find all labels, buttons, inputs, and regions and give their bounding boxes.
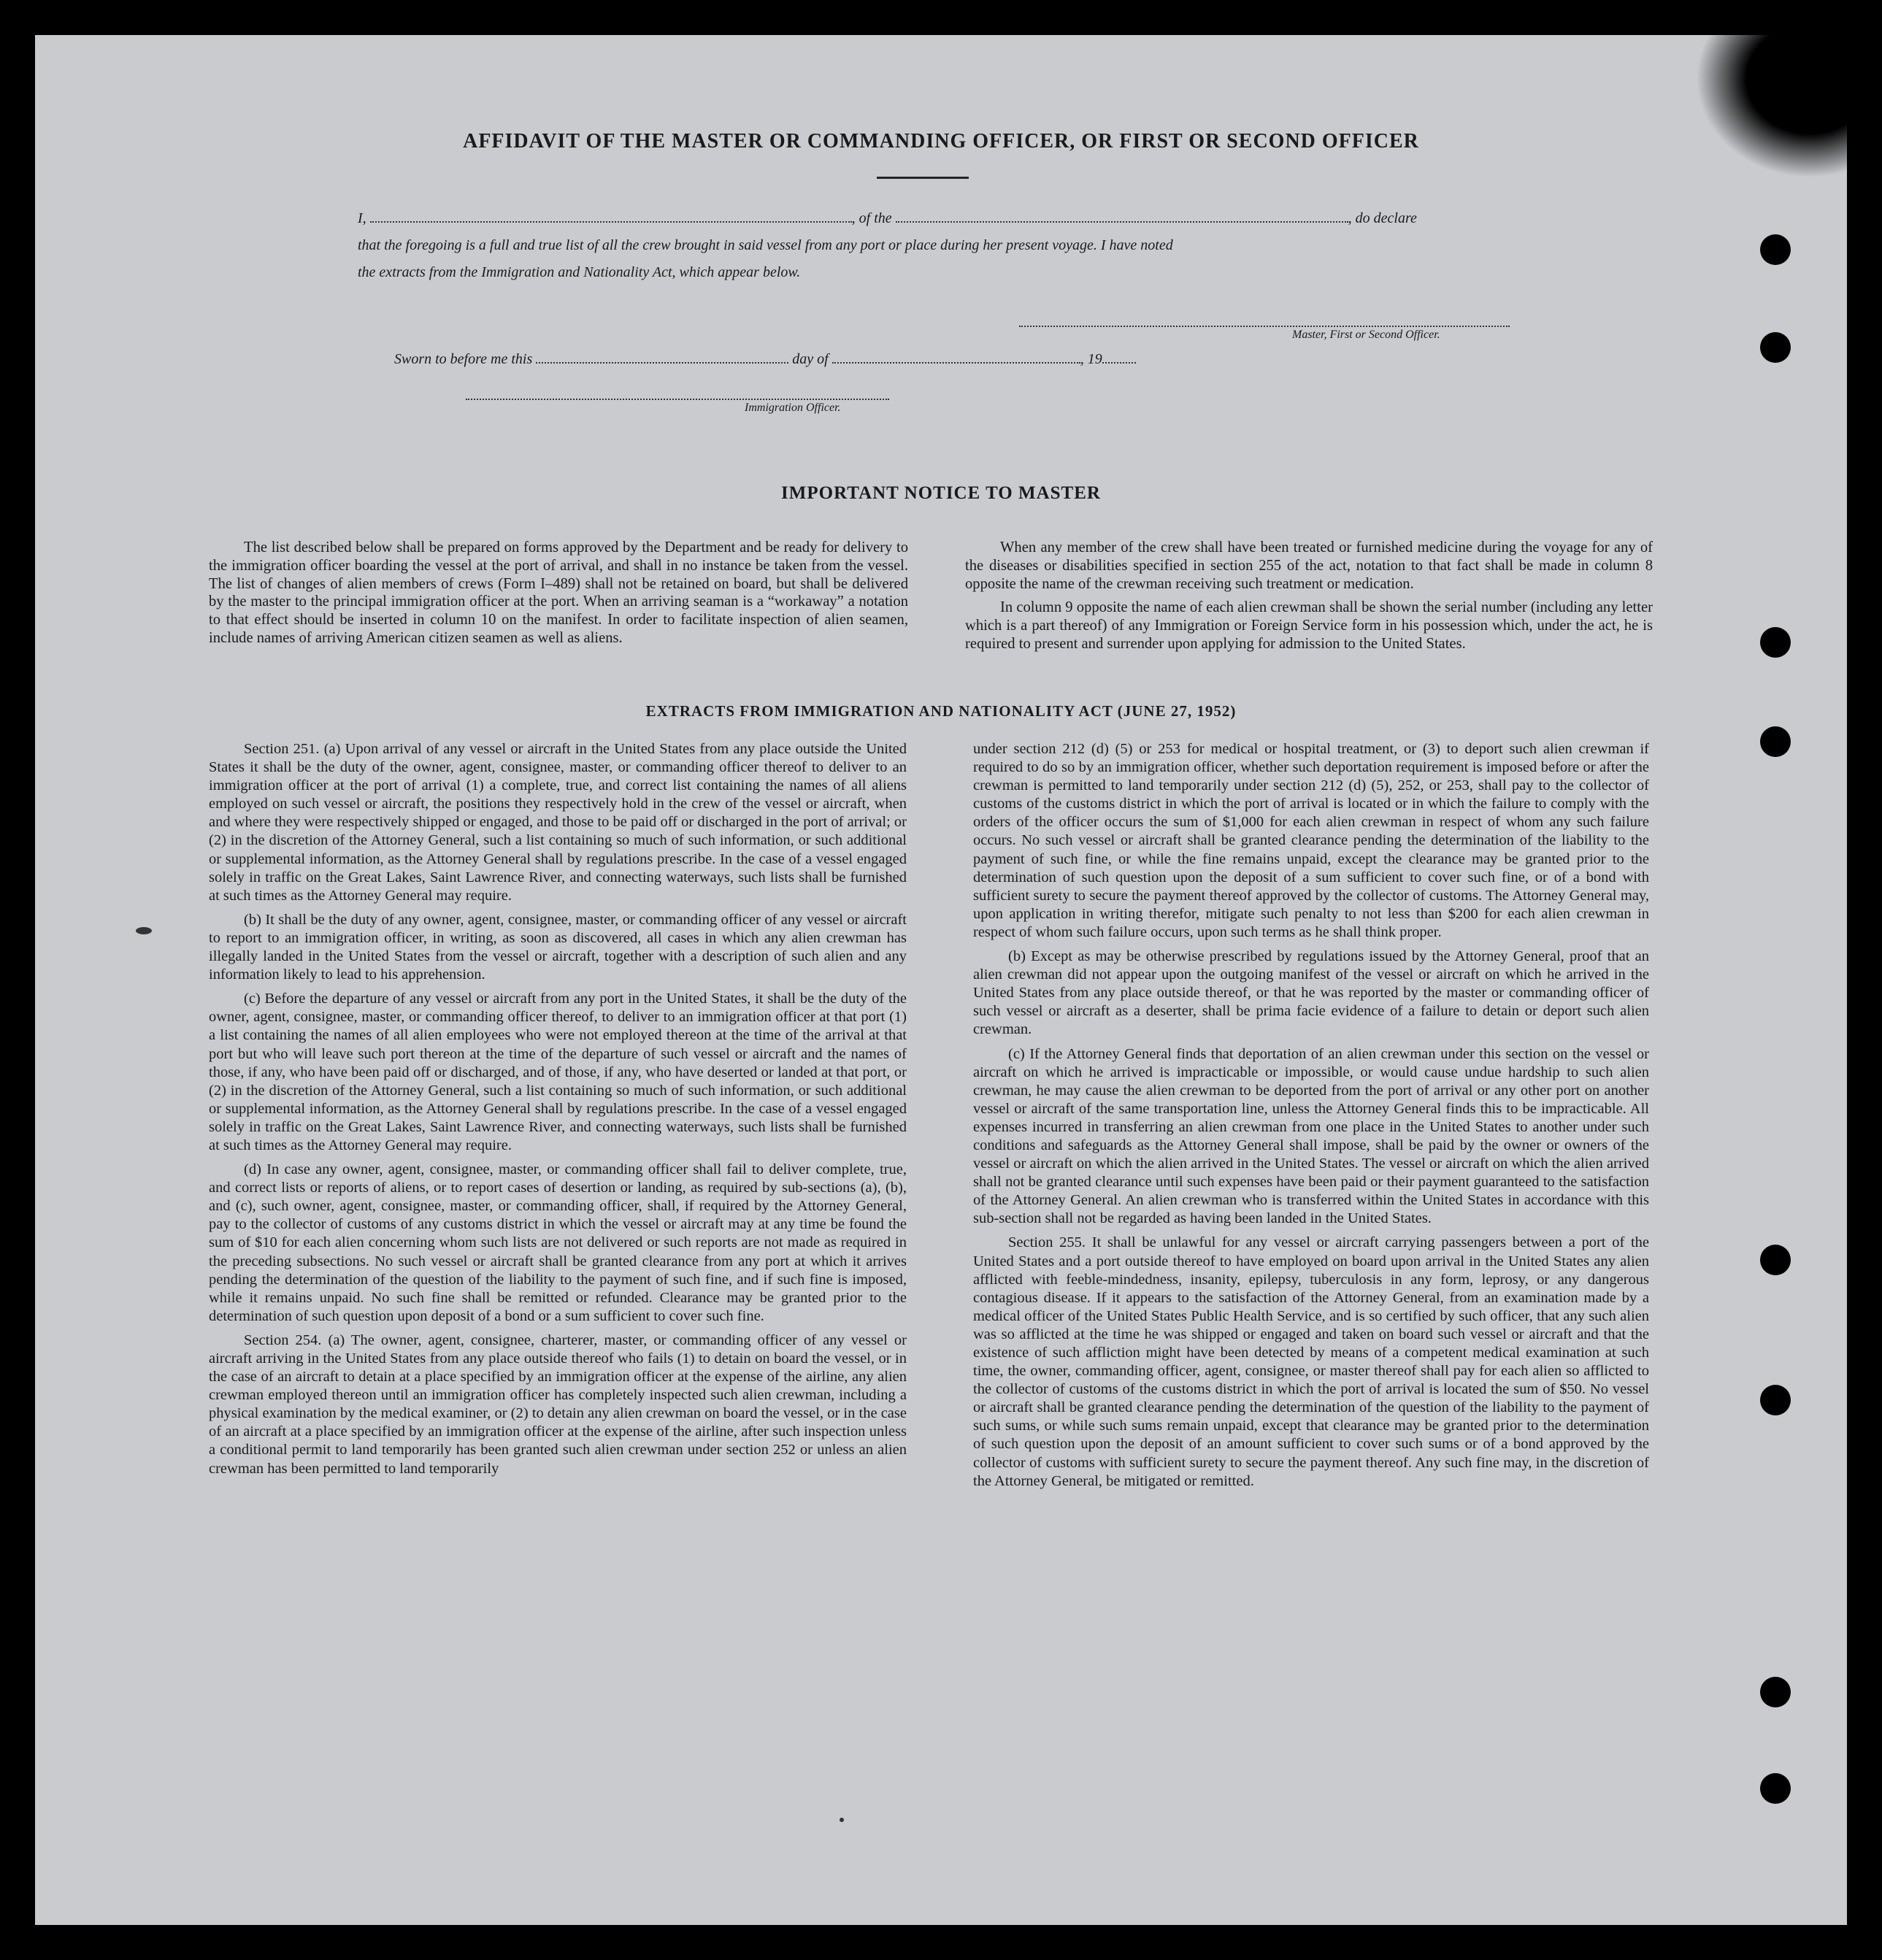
punch-hole <box>1760 627 1791 658</box>
sworn-text: Sworn to before me this <box>394 351 533 367</box>
punch-hole <box>1760 332 1791 363</box>
sworn-month-field[interactable] <box>832 352 1080 364</box>
of-the-text: , of the <box>851 210 892 226</box>
master-signature-line[interactable] <box>1019 326 1510 327</box>
statement-line-1: that the foregoing is a full and true list of all the crew brought in said vessel from any port or place during her present voyage. I have noted <box>358 237 1173 253</box>
master-signature-label: Master, First or Second Officer. <box>1292 328 1440 341</box>
ink-speck <box>840 1818 844 1822</box>
notice-right-column <box>965 539 1653 653</box>
declarant-name-field[interactable] <box>370 211 852 223</box>
section-254-b: (b) Except as may be otherwise prescribed by regulations issued by the Attorney General, proof that an alien crewman did not appear upon the outgoing manifest of the vessel or aircraft on which he arrived in the United States from any place outside thereof, or that he was reported by the master or commanding officer of such vessel or aircraft as a deserter, shall be prima facie evidence of a failure to detain or deport such alien crewman. <box>973 948 1649 1038</box>
notice-title: IMPORTANT NOTICE TO MASTER <box>781 483 1101 503</box>
do-declare-text: , do declare <box>1348 210 1417 226</box>
extracts-left-column <box>209 740 907 1484</box>
notice-paragraph: In column 9 opposite the name of each alien crewman shall be shown the serial number (including any letter which is a part thereof) of any Immigration or Foreign Service form in his possession which, under the act, he is required to present and surrender upon applying for admission to the United States. <box>965 599 1653 652</box>
day-of-text: day of <box>792 351 829 367</box>
burned-corner <box>1692 35 1847 181</box>
affidavit-title: AFFIDAVIT OF THE MASTER OR COMMANDING OFFICER, OR FIRST OR SECOND OFFICER <box>463 130 1419 153</box>
section-251-d: (d) In case any owner, agent, consignee, master, or commanding officer shall fail to deliver complete, true, and correct lists or reports of aliens, or to report cases of desertion or landing, as required by sub-sections (a), (b), and (c), such owner, agent, consignee, master, or commanding officer, shall, if required by the Attorney General, pay to the collector of customs of any customs district in which the vessel or aircraft may at any time be found the sum of $10 for each alien concerning whom such lists are not delivered or such reports are not made as required in the preceding subsections. No such vessel or aircraft shall be granted clearance from any port at which it arrives pending the determination of the question of the liability to the payment of such fine, and if such fine is imposed, while it remains unpaid. No such fine shall be remitted or refunded. Clearance may be granted prior to the determination of such question upon deposit of a bond or a sum sufficient to cover such fine. <box>209 1161 907 1324</box>
section-251-b: (b) It shall be the duty of any owner, agent, consignee, master, or commanding officer of any vessel or aircraft to report to an immigration officer, in writing, as soon as discovered, all cases in which any alien crewman has illegally landed in the United States from the vessel or aircraft, together with a description of such alien and any information likely to lead to his apprehension. <box>209 911 907 983</box>
section-251-a: Section 251. (a) Upon arrival of any vessel or aircraft in the United States from any place outside the United States it shall be the duty of the owner, agent, consignee, master, or commanding officer thereof to deliver to an immigration officer at the port of arrival (1) a complete, true, and correct list containing the names of all aliens employed on such vessel or aircraft, the positions they respectively hold in the crew of the vessel or aircraft, when and where they were respectively shipped or engaged, and those to be paid off or discharged in the port of arrival; or (2) in the discretion of the Attorney General, such a list containing so much of such information, or such additional or supplemental information, as the Attorney General shall by regulations prescribe. In the case of a vessel engaged solely in traffic on the Great Lakes, Saint Lawrence River, and connecting waterways, such lists shall be furnished at such times as the Attorney General may require. <box>209 741 907 904</box>
punch-hole <box>1760 1245 1791 1275</box>
section-251-c: (c) Before the departure of any vessel or aircraft from any port in the United States, it shall be the duty of the owner, agent, consignee, master, or commanding officer thereof, to deliver to an immigration officer at that port (1) a list containing the names of all alien employees who were not employed thereon at the time of the arrival at that port but who will leave such port thereon at the time of the departure of such vessel or aircraft and the names of those, if any, who have been paid off or discharged, and of those, if any, who have deserted or landed at that port, or (2) in the discretion of the Attorney General, such a list containing so much of such information, or such additional or supplemental information, as the Attorney General shall by regulations prescribe. In the case of a vessel engaged solely in traffic on the Great Lakes, Saint Lawrence River, and connecting waterways, such lists shall be furnished at such times as the Attorney General may require. <box>209 991 907 1153</box>
ink-speck <box>136 927 152 934</box>
document-page <box>35 35 1847 1925</box>
declarant-pronoun: I, <box>358 210 366 226</box>
section-254-a-continued: under section 212 (d) (5) or 253 for medical or hospital treatment, or (3) to deport such alien crewman if required to do so by an immigration officer, whether such deportation requirement is imposed before or after the crewman is permitted to land temporarily under section 212 (d) (5), 252, or 253, shall pay to the collector of customs of the customs district in which the port of arrival is located or in which the failure to comply with the orders of the officer occurs the sum of $1,000 for each alien crewman in respect of whom any such failure occurs. No such vessel or aircraft shall be granted clearance pending the determination of the liability to the payment of such fine, or while the fine remains unpaid, except the clearance may be granted prior to the determination of such question upon the deposit of a sum sufficient to cover such fine, or of a bond with sufficient surety to secure the payment thereof approved by the collector of customs. The Attorney General may, upon application in writing therefor, mitigate such penalty to not less than $200 for each alien crewman in respect of whom such failure occurs, upon such terms as he shall think proper. <box>973 741 1649 940</box>
extracts-title: EXTRACTS FROM IMMIGRATION AND NATIONALITY ACT (JUNE 27, 1952) <box>645 702 1237 720</box>
sworn-year-field[interactable] <box>1102 352 1136 364</box>
punch-hole <box>1760 1385 1791 1415</box>
section-254-c: (c) If the Attorney General finds that deportation of an alien crewman under this section on the vessel or aircraft on which he arrived is impracticable or impossible, or would cause undue hardship to such alien crewman, he may cause the alien crewman to be deported from the port of arrival or any other port on another vessel or aircraft of the same transportation line, unless the Attorney General finds this to be impracticable. All expenses incurred in transferring an alien crewman from one place in the United States to another under such conditions and safeguards as the Attorney General shall impose, shall be paid by the owner or owners of the vessel or aircraft on which the alien arrived in the United States. The vessel or aircraft on which the alien arrived shall not be granted clearance until such expenses have been paid or their payment guaranteed to the satisfaction of the Attorney General. An alien crewman who is transferred within the United States in accordance with this sub-section shall not be regarded as having been landed in the United States. <box>973 1045 1649 1227</box>
punch-hole <box>1760 1773 1791 1804</box>
year-prefix-text: , 19 <box>1080 351 1102 367</box>
declaration-line <box>358 205 1417 231</box>
officer-signature-label: Immigration Officer. <box>745 401 841 414</box>
title-rule <box>877 177 969 179</box>
sworn-line <box>394 346 1136 372</box>
extracts-right-column <box>973 740 1649 1496</box>
punch-hole <box>1760 1677 1791 1707</box>
officer-signature-line[interactable] <box>466 399 889 400</box>
section-255: Section 255. It shall be unlawful for any vessel or aircraft carrying passengers between a port of the United States and a port outside thereof to have employed on board upon arrival in the United States any alien afflicted with feeble-mindedness, insanity, epilepsy, tuberculosis in any form, leprosy, or any dangerous contagious disease. If it appears to the satisfaction of the Attorney General, from an examination made by a medical officer of the United States Public Health Service, and is so certified by such officer, that any such alien was so afflicted at the time he was shipped or engaged and taken on board such vessel or aircraft and that the existence of such affliction might have been detected by means of a competent medical examination at such time, the owner, commanding officer, agent, consignee, or master thereof shall pay for each alien so afflicted to the collector of customs of the customs district in which the port of arrival is located the sum of $50. No vessel or aircraft shall be granted clearance pending the determination of the question of the liability to the payment of such sums, or while such sums remain unpaid, except that clearance may be granted prior to the determination of such question upon the deposit of an amount sufficient to cover such sums or of a bond approved by the collector of customs with sufficient surety to secure the payment thereof. Any such fine may, in the discretion of the Attorney General, be mitigated or remitted. <box>973 1234 1649 1489</box>
punch-hole <box>1760 726 1791 757</box>
notice-paragraph: The list described below shall be prepared on forms approved by the Department and be ready for delivery to the immigration officer boarding the vessel at the port of arrival, and shall in no instance be taken from the vessel. The list of changes of alien members of crews (Form I–489) shall not be retained on board, but shall be delivered by the master to the principal immigration officer at the port. When an arriving seaman is a “workaway” a notation to that effect should be inserted in column 10 on the manifest. In order to facilitate inspection of alien seamen, include names of arriving American citizen seamen as well as aliens. <box>209 539 908 646</box>
sworn-day-field[interactable] <box>536 352 788 364</box>
section-254-a: Section 254. (a) The owner, agent, consignee, charterer, master, or commanding officer of any vessel or aircraft arriving in the United States from any place outside thereof who fails (1) to detain on board the vessel, or in the case of an aircraft to detain at a place specified by an immigration officer at the expense of the airline, any alien crewman employed thereon until an immigration officer has completely inspected such alien crewman, including a physical examination by the medical examiner, or (2) to detain any alien crewman on board the vessel, or in the case of an aircraft at a place specified by an immigration officer at the expense of the airline, after such inspection unless a conditional permit to land temporarily has been granted such alien crewman under section 252 or unless an alien crewman has been permitted to land temporarily <box>209 1331 907 1477</box>
punch-hole <box>1760 234 1791 265</box>
notice-paragraph: When any member of the crew shall have been treated or furnished medicine during the voyage for any of the diseases or disabilities specified in section 255 of the act, notation to that fact shall be made in column 8 opposite the name of the crewman receiving such treatment or medication. <box>965 539 1653 592</box>
vessel-name-field[interactable] <box>896 211 1348 223</box>
statement-line-2: the extracts from the Immigration and Nationality Act, which appear below. <box>358 264 801 280</box>
notice-left-column <box>209 539 908 647</box>
